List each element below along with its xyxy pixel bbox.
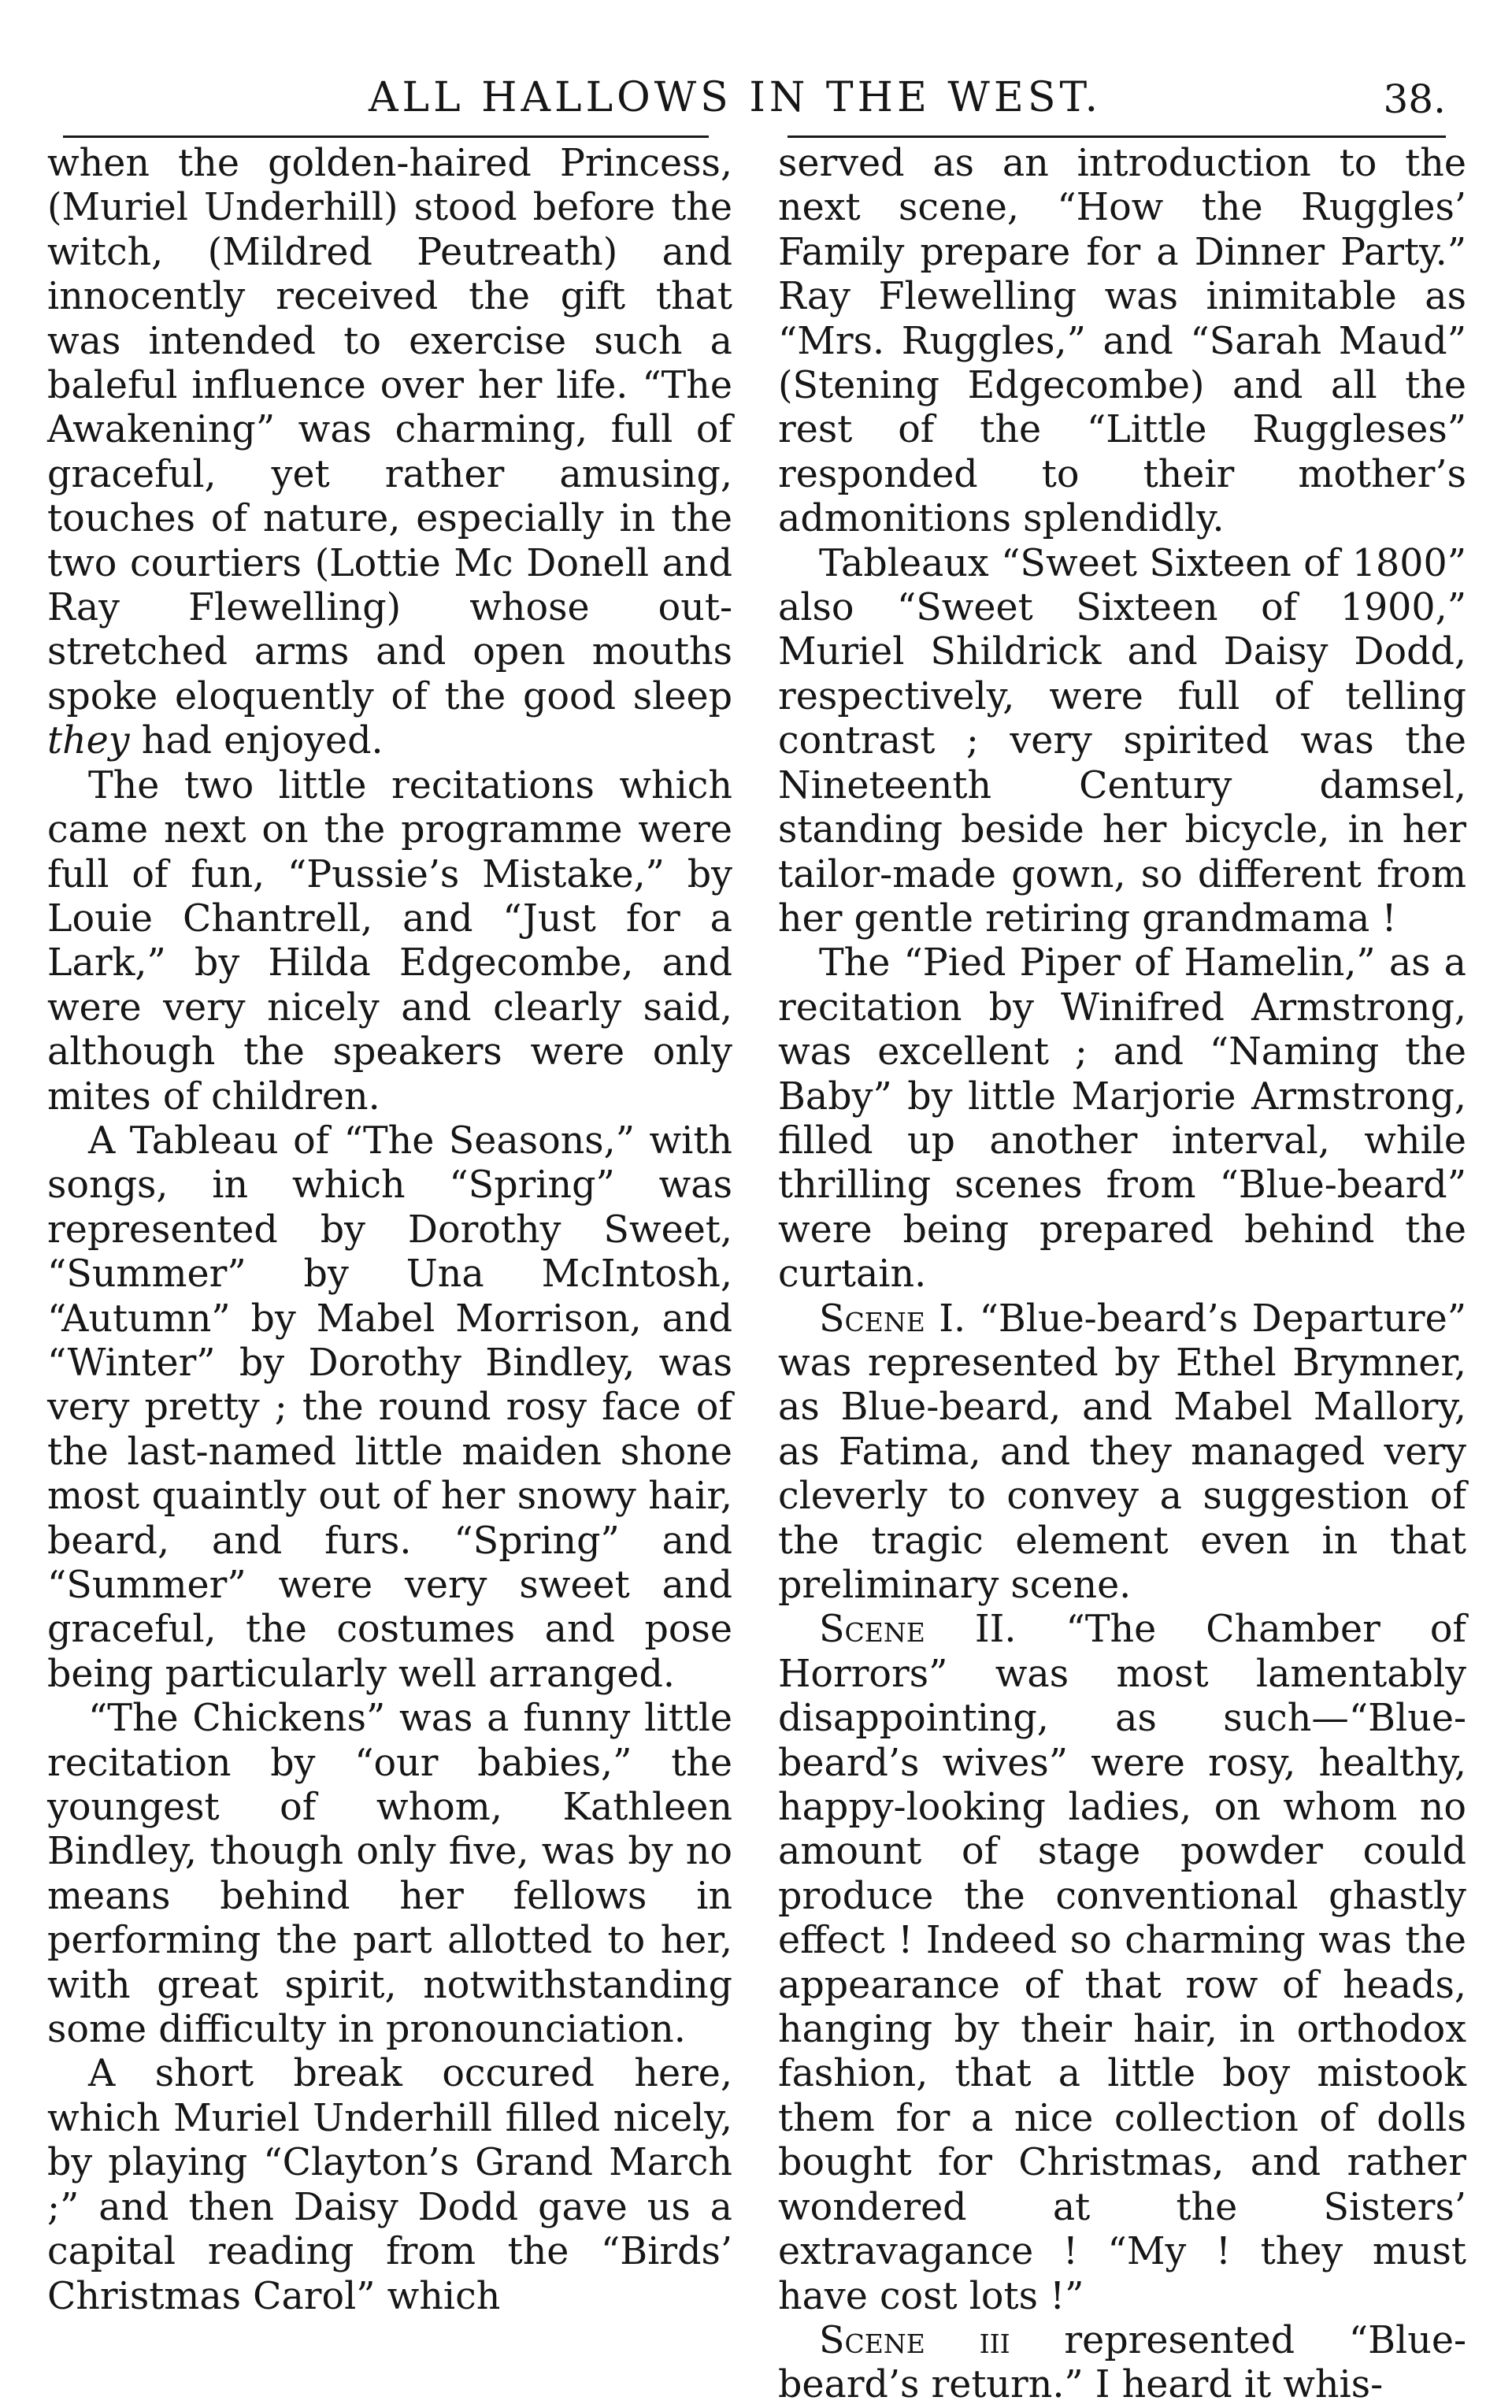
paragraph: The “Pied Piper of Hamelin,” as a recitation by Winifred Armstrong, was excellent ; and “Naming the Baby” by little Marjorie Armstrong, filled up another interval, while thrilling scenes from “Blue-beard” were being prepared behind the curtain.	[778, 941, 1466, 1297]
paragraph-text: represented “Blue-beard’s return.” I heard it whis-	[778, 2318, 1466, 2407]
left-column	[47, 142, 732, 2319]
paragraph	[778, 1608, 1466, 2319]
running-title: ALL HALLOWS IN THE WEST.	[369, 74, 1102, 121]
right-column	[778, 142, 1466, 2408]
paragraph-text: “The Chamber of Horrors” was most lamentably disappointing, as such—“Blue-beard’s wives” were rosy, healthy, happy-looking ladies, on whom no amount of stage powder could produce the conventional ghastly effect ! Indeed so charming was the appearance of that row of heads, hanging by their hair, in orthodox fashion, that a little boy mistook them for a nice collection of dolls bought for Christmas, and rather wondered at the Sisters’ extravagance ! “My ! they must have cost lots !”	[778, 1608, 1466, 2318]
page-header	[32, 66, 1480, 129]
paragraph	[47, 142, 732, 764]
paragraph-text: “Blue-beard’s Departure” was represented by Ethel Brymner, as Blue-beard, and Mabel Mallory, as Fatima, and they managed very cleverly to convey a suggestion of the tragic element even in that preliminary scene.	[778, 1297, 1466, 1607]
magazine-page	[32, 0, 1480, 2407]
paragraph: A Tableau of “The Seasons,” with songs, in which “Spring” was represented by Dorothy Sweet, “Summer” by Una McIntosh, “Autumn” by Mabel Morrison, and “Winter” by Dorothy Bindley, was very pretty ; the round rosy face of the last-named little maiden shone most quaintly out of her snowy hair, beard, and furs. “Spring” and “Summer” were very sweet and graceful, the costumes and pose being particularly well arranged.	[47, 1119, 732, 1696]
page-number: 38.	[1383, 76, 1446, 122]
paragraph: A short break occured here, which Muriel Underhill filled nicely, by playing “Clayton’s Grand March ;” and then Daisy Dodd gave us a capital reading from the “Birds’ Christmas Carol” which	[47, 2052, 732, 2318]
scene-heading: Scene I.	[819, 1297, 966, 1341]
paragraph	[778, 1297, 1466, 1608]
paragraph: Tableaux “Sweet Sixteen of 1800” also “Sweet Sixteen of 1900,” Muriel Shildrick and Daisy Dodd, respectively, were full of telling contrast ; very spirited was the Nineteenth Century damsel, standing beside her bicycle, in her tailor-made gown, so different from her gentle retiring grandmama !	[778, 541, 1466, 941]
paragraph: The two little recitations which came next on the programme were full of fun, “Pussie’s Mistake,” by Louie Chantrell, and “Just for a Lark,” by Hilda Edgecombe, and were very nicely and clearly said, although the speakers were only mites of children.	[47, 763, 732, 1119]
header-rule-left	[63, 135, 709, 138]
emphasis-text: they	[47, 719, 130, 763]
paragraph-text: when the golden-haired Princess, (Muriel Underhill) stood before the witch, (Mildred Peutreath) and innocently received the gift that was intended to exercise such a baleful influence over her life. “The Awakening” was charming, full of graceful, yet rather amusing, touches of nature, especially in the two courtiers (Lottie Mc Donell and Ray Flewelling) whose out-stretched arms and open mouths spoke eloquently of the good sleep	[47, 142, 732, 718]
scene-heading: Scene iii	[819, 2318, 1010, 2362]
paragraph	[778, 2319, 1466, 2408]
paragraph-text: had enjoyed.	[129, 719, 384, 763]
header-rule-right	[788, 135, 1446, 138]
paragraph: served as an introduction to the next scene, “How the Ruggles’ Family prepare for a Dinner Party.” Ray Flewelling was inimitable as “Mrs. Ruggles,” and “Sarah Maud” (Stening Edgecombe) and all the rest of the “Little Ruggleses” responded to their mother’s admonitions splendidly.	[778, 142, 1466, 541]
scene-heading: Scene II.	[819, 1608, 1017, 1652]
paragraph: “The Chickens” was a funny little recitation by “our babies,” the youngest of whom, Kathleen Bindley, though only five, was by no means behind her fellows in performing the part allotted to her, with great spirit, notwithstanding some difficulty in pronounciation.	[47, 1697, 732, 2052]
